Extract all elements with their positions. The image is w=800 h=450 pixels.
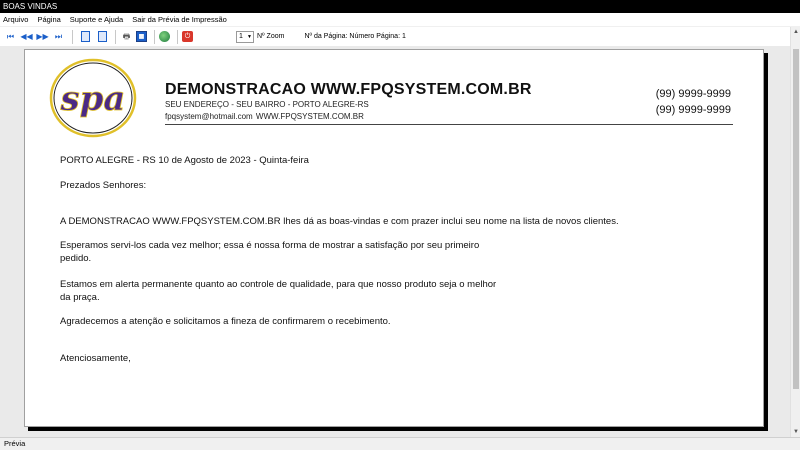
toolbar-separator	[72, 30, 73, 44]
company-logo	[49, 58, 137, 138]
scroll-down-icon[interactable]: ▼	[793, 429, 799, 435]
phone-2: (99) 9999-9999	[655, 104, 731, 116]
company-name: DEMONSTRACAO WWW.FPQSYSTEM.COM.BR	[165, 81, 532, 98]
status-bar: Prévia	[0, 437, 800, 450]
menu-pagina[interactable]: Página	[37, 15, 61, 24]
toolbar-separator	[177, 30, 178, 44]
zoom-select[interactable]	[236, 31, 254, 43]
letter-paragraph-4: Agradecemos a atenção e solicitamos a fineza de confirmarem o recebimento.	[60, 316, 391, 327]
page-setup-icon[interactable]: ▦	[136, 31, 147, 42]
chevron-down-icon: ▼	[247, 33, 252, 40]
logo-text: spa	[60, 79, 126, 119]
paragraph-2-line-1: Esperamos servi-los cada vez melhor; essa é nossa forma de mostrar a satisfação por seu primeiro	[60, 240, 480, 251]
single-page-icon[interactable]	[81, 31, 90, 42]
preview-viewport[interactable]	[0, 46, 790, 437]
toolbar-separator	[154, 30, 155, 44]
toolbar-separator	[115, 30, 116, 44]
letter-date: PORTO ALEGRE - RS 10 de Agosto de 2023 - Quinta-feira	[60, 155, 309, 166]
letter-paragraph-2	[60, 240, 620, 265]
menu-arquivo[interactable]: Arquivo	[3, 15, 29, 24]
export-web-icon[interactable]	[159, 31, 170, 42]
next-page-icon[interactable]: ▶▶	[36, 31, 49, 41]
letter-page	[24, 49, 764, 427]
menu-sair-previa[interactable]: Sair da Prévia de Impressão	[132, 15, 227, 24]
company-address: SEU ENDEREÇO - SEU BAIRRO - PORTO ALEGRE-RS	[165, 100, 369, 109]
phone-1: (99) 9999-9999	[655, 88, 731, 100]
paragraph-3-line-1: Estamos em alerta permanente quanto ao controle de qualidade, para que nosso produto seja o melhor	[60, 279, 497, 290]
close-preview-icon[interactable]: ⏻	[182, 31, 193, 42]
scroll-thumb[interactable]	[793, 49, 799, 389]
vertical-scrollbar[interactable]	[790, 27, 800, 437]
zoom-label: Nº Zoom	[257, 33, 285, 40]
letter-greeting: Prezados Senhores:	[60, 180, 147, 191]
scroll-up-icon[interactable]: ▲	[793, 29, 799, 35]
printer-icon[interactable]: 🖶	[122, 31, 131, 41]
letter-paragraph-1: A DEMONSTRACAO WWW.FPQSYSTEM.COM.BR lhes dá as boas-vindas e com prazer inclui seu nome na lista de novos clientes.	[60, 216, 619, 227]
two-pages-icon[interactable]	[98, 31, 107, 42]
page-number-label: Nº da Página: Número Página: 1	[304, 33, 406, 40]
window-title: BOAS VINDAS	[0, 0, 800, 13]
toolbar	[0, 27, 800, 46]
company-contact: fpqsystem@hotmail.com WWW.FPQSYSTEM.COM.BR	[165, 112, 364, 121]
first-page-icon[interactable]: ⏮	[6, 31, 15, 41]
zoom-value: 1	[239, 33, 243, 40]
menu-suporte-ajuda[interactable]: Suporte e Ajuda	[69, 15, 124, 24]
letter-paragraph-3	[60, 279, 620, 304]
letter-closing: Atenciosamente,	[60, 353, 131, 364]
paragraph-3-line-2: da praça.	[60, 291, 100, 303]
letterhead-divider	[165, 124, 733, 125]
last-page-icon[interactable]: ⏭	[54, 31, 63, 41]
paragraph-2-line-2: pedido.	[60, 252, 92, 264]
menu-bar	[0, 13, 800, 26]
prev-page-icon[interactable]: ◀◀	[20, 31, 33, 41]
